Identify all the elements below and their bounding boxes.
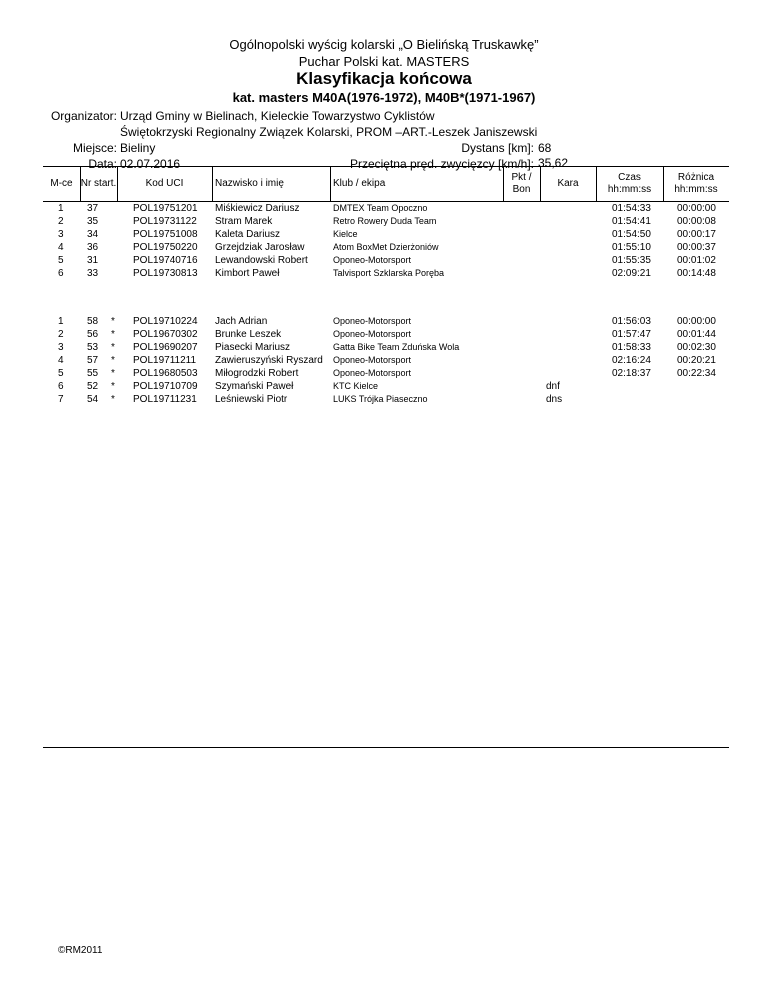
result-uci-code: POL19710224 [133, 316, 198, 327]
table-row [0, 202, 768, 215]
date-value: 02.07.2016 [120, 157, 181, 171]
result-position: 7 [58, 394, 64, 405]
result-start-number: 55 [87, 368, 99, 379]
result-club: Oponeo-Motorsport [333, 355, 412, 365]
result-rider-name: Kimbort Paweł [215, 268, 280, 279]
date-label: Data: [88, 157, 117, 171]
organizer-line1: Urząd Gminy w Bielinach, Kieleckie Towarzystwo Cyklistów [120, 109, 435, 123]
result-time: 01:57:47 [612, 329, 651, 340]
table-row [0, 380, 768, 393]
result-club: Kielce [333, 229, 358, 239]
cup-name: Puchar Polski kat. MASTERS [298, 54, 470, 69]
result-difference: 00:00:17 [677, 229, 716, 240]
result-penalty: dns [546, 394, 563, 405]
result-masters-mark: * [111, 316, 115, 327]
result-position: 2 [58, 329, 64, 340]
difference-format: hh:mm:ss [674, 183, 718, 195]
result-difference: 00:22:34 [677, 368, 716, 379]
result-masters-mark: * [111, 329, 115, 340]
time-format: hh:mm:ss [607, 183, 652, 195]
organizer-label: Organizator: [50, 109, 117, 123]
result-uci-code: POL19731122 [133, 216, 197, 227]
result-uci-code: POL19730813 [133, 268, 198, 279]
result-difference: 00:20:21 [677, 355, 716, 366]
result-rider-name: Lewandowski Robert [215, 255, 308, 266]
result-masters-mark: * [111, 368, 115, 379]
points-label: Pkt / [511, 171, 532, 183]
result-time: 02:16:24 [612, 355, 651, 366]
difference-label: Różnica [677, 171, 715, 183]
col-header-time [596, 166, 663, 201]
table-row [0, 328, 768, 341]
result-difference: 00:02:30 [677, 342, 716, 353]
result-difference: 00:01:02 [677, 255, 716, 266]
result-start-number: 56 [87, 329, 99, 340]
result-time: 01:56:03 [612, 316, 651, 327]
result-start-number: 35 [87, 216, 99, 227]
result-club: DMTEX Team Opoczno [333, 203, 428, 213]
race-title: Ogólnopolski wyścig kolarski „O Bielińską Truskawkę” [229, 37, 539, 52]
col-header-position: M-ce [50, 177, 73, 189]
result-club: KTC Kielce [333, 381, 379, 391]
col-header-start-number: Nr start. [80, 177, 117, 189]
result-rider-name: Jach Adrian [215, 316, 268, 327]
result-rider-name: Brunke Leszek [215, 329, 282, 340]
result-club: Oponeo-Motorsport [333, 316, 412, 326]
col-header-uci: Kod UCI [145, 177, 184, 189]
result-rider-name: Piasecki Mariusz [215, 342, 291, 353]
result-time: 02:18:37 [612, 368, 651, 379]
result-club: Talvisport Szklarska Poręba [333, 268, 445, 278]
result-start-number: 53 [87, 342, 99, 353]
bonus-label: Bon [512, 183, 531, 195]
result-position: 6 [58, 268, 64, 279]
result-difference: 00:00:37 [677, 242, 716, 253]
result-difference: 00:00:00 [677, 203, 716, 214]
result-uci-code: POL19711231 [133, 394, 197, 405]
result-time: 01:55:35 [612, 255, 651, 266]
table-row [0, 341, 768, 354]
category-title: kat. masters M40A(1976-1972), M40B*(1971-1967) [232, 90, 536, 105]
distance-label: Dystans [km]: [461, 141, 534, 155]
result-club: Retro Rowery Duda Team [333, 216, 437, 226]
result-rider-name: Stram Marek [215, 216, 273, 227]
table-row [0, 241, 768, 254]
result-masters-mark: * [111, 342, 115, 353]
table-row [0, 228, 768, 241]
result-difference: 00:14:48 [677, 268, 716, 279]
result-rider-name: Zawieruszyński Ryszard [215, 355, 323, 366]
result-uci-code: POL19670302 [133, 329, 198, 340]
result-start-number: 52 [87, 381, 99, 392]
table-row [0, 367, 768, 380]
result-time: 01:54:33 [612, 203, 651, 214]
result-club: Oponeo-Motorsport [333, 368, 412, 378]
result-start-number: 34 [87, 229, 99, 240]
result-uci-code: POL19710709 [133, 381, 198, 392]
col-header-name: Nazwisko i imię [215, 177, 284, 189]
table-row [0, 215, 768, 228]
result-position: 5 [58, 368, 64, 379]
result-rider-name: Grzejdziak Jarosław [215, 242, 305, 253]
result-position: 4 [58, 355, 64, 366]
result-rider-name: Miłogrodzki Robert [215, 368, 299, 379]
result-start-number: 37 [87, 203, 99, 214]
result-start-number: 54 [87, 394, 99, 405]
speed-label: Przeciętna pręd. zwycięzcy [km/h]: [349, 157, 534, 171]
place-label: Miejsce: [72, 141, 117, 155]
table-row [0, 315, 768, 328]
result-club: Oponeo-Motorsport [333, 255, 412, 265]
result-position: 3 [58, 342, 64, 353]
col-header-club: Klub / ekipa [333, 177, 386, 189]
result-club: LUKS Trójka Piaseczno [333, 394, 428, 404]
result-position: 4 [58, 242, 64, 253]
result-uci-code: POL19750220 [133, 242, 198, 253]
result-position: 5 [58, 255, 64, 266]
result-uci-code: POL19690207 [133, 342, 198, 353]
result-position: 6 [58, 381, 64, 392]
distance-value: 68 [538, 141, 552, 155]
result-start-number: 33 [87, 268, 99, 279]
col-header-points [503, 166, 540, 201]
result-uci-code: POL19680503 [133, 368, 198, 379]
copyright: ©RM2011 [58, 945, 103, 956]
result-start-number: 58 [87, 316, 99, 327]
place-value: Bieliny [120, 141, 156, 155]
result-time: 01:54:41 [612, 216, 651, 227]
result-uci-code: POL19751008 [133, 229, 198, 240]
result-club: Gatta Bike Team Zduńska Wola [333, 342, 460, 352]
organizer-line2: Świętokrzyski Regionalny Związek Kolarski, PROM –ART.-Leszek Janiszewski [120, 125, 538, 139]
result-position: 1 [58, 316, 64, 327]
result-uci-code: POL19711211 [133, 355, 197, 366]
result-time: 01:55:10 [612, 242, 651, 253]
result-time: 01:58:33 [612, 342, 651, 353]
result-club: Atom BoxMet Dzierżoniów [333, 242, 439, 252]
result-difference: 00:01:44 [677, 329, 716, 340]
result-difference: 00:00:08 [677, 216, 716, 227]
result-difference: 00:00:00 [677, 316, 716, 327]
result-masters-mark: * [111, 394, 115, 405]
table-row [0, 393, 768, 406]
bottom-rule [43, 747, 729, 748]
result-penalty: dnf [546, 381, 560, 392]
result-start-number: 36 [87, 242, 99, 253]
result-start-number: 57 [87, 355, 99, 366]
page-title: Klasyfikacja końcowa [296, 69, 472, 88]
result-rider-name: Kaleta Dariusz [215, 229, 281, 240]
result-rider-name: Miśkiewicz Dariusz [215, 203, 300, 214]
result-position: 2 [58, 216, 64, 227]
speed-value: 35,62 [538, 156, 569, 170]
result-masters-mark: * [111, 381, 115, 392]
col-header-penalty: Kara [557, 177, 579, 189]
result-start-number: 31 [87, 255, 99, 266]
result-rider-name: Szymański Paweł [215, 381, 294, 392]
result-club: Oponeo-Motorsport [333, 329, 412, 339]
result-masters-mark: * [111, 355, 115, 366]
result-uci-code: POL19751201 [133, 203, 198, 214]
result-time: 01:54:50 [612, 229, 651, 240]
result-position: 1 [58, 203, 64, 214]
table-row [0, 254, 768, 267]
time-label: Czas [618, 171, 641, 183]
table-row [0, 267, 768, 280]
col-header-difference [663, 166, 729, 201]
table-row [0, 354, 768, 367]
result-uci-code: POL19740716 [133, 255, 198, 266]
result-time: 02:09:21 [612, 268, 651, 279]
result-rider-name: Leśniewski Piotr [215, 394, 288, 405]
result-position: 3 [58, 229, 64, 240]
